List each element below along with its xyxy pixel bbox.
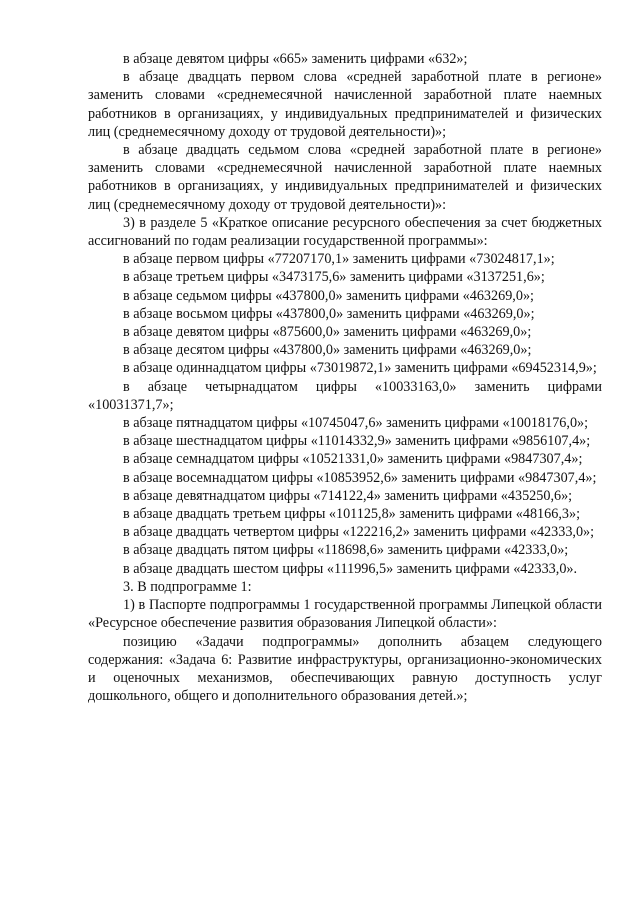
paragraph-section-5: 3) в разделе 5 «Краткое описание ресурсного обеспечения за счет бюджетных ассигнований по годам реализации государственной программы»: <box>88 214 602 250</box>
paragraph-item: в абзаце третьем цифры «3473175,6» заменить цифрами «3137251,6»; <box>123 269 545 286</box>
paragraph-item: в абзаце двадцать пятом цифры «118698,6» заменить цифрами «42333,0»; <box>123 542 569 559</box>
paragraph-item: в абзаце десятом цифры «437800,0» заменить цифрами «463269,0»; <box>123 342 532 359</box>
paragraph-subprogram-heading: 3. В подпрограмме 1: <box>123 578 252 595</box>
paragraph-item: в абзаце шестнадцатом цифры «11014332,9» заменить цифрами «9856107,4»; <box>123 433 591 450</box>
paragraph-item: в абзаце двадцать третьем цифры «101125,8» заменить цифрами «48166,3»; <box>123 506 581 523</box>
paragraph-item: в абзаце восьмом цифры «437800,0» заменить цифрами «463269,0»; <box>123 305 535 322</box>
paragraph-abzac-9: в абзаце девятом цифры «665» заменить цифрами «632»; <box>123 51 468 67</box>
document-page <box>88 50 602 705</box>
paragraph-item: в абзаце двадцать шестом цифры «111996,5» заменить цифрами «42333,0». <box>123 560 578 577</box>
paragraph-abzac-27: в абзаце двадцать седьмом слова «средней заработной плате в регионе» заменить словами «среднемесячной начисленной заработной плате наемных работников в организациях, у индивидуальных предпринимателей и физических лиц (среднемесячному доходу от трудовой деятельности)»: <box>88 142 602 213</box>
paragraph-item: в абзаце семнадцатом цифры «10521331,0» заменить цифрами «9847307,4»; <box>123 451 583 468</box>
paragraph-passport: 1) в Паспорте подпрограммы 1 государственной программы Липецкой области «Ресурсное обеспечение развития образования Липецкой области»: <box>88 597 602 632</box>
paragraph-item: в абзаце двадцать четвертом цифры «122216,2» заменить цифрами «42333,0»; <box>123 524 595 541</box>
paragraph-item: в абзаце первом цифры «77207170,1» заменить цифрами «73024817,1»; <box>123 251 555 268</box>
paragraph-item: в абзаце седьмом цифры «437800,0» заменить цифрами «463269,0»; <box>123 287 534 304</box>
paragraph-item: в абзаце одиннадцатом цифры «73019872,1» заменить цифрами «69452314,9»; <box>123 360 597 377</box>
paragraph-tasks: позицию «Задачи подпрограммы» дополнить абзацем следующего содержания: «Задача 6: Развитие инфраструктуры, организационно-экономических и оценочных механизмов, обеспечивающих равную доступность услуг дошкольного, общего и дополнительного образования детей.»; <box>88 633 602 705</box>
paragraph-item: в абзаце четырнадцатом цифры «10033163,0» заменить цифрами «10031371,7»; <box>88 378 602 413</box>
paragraph-item: в абзаце девятом цифры «875600,0» заменить цифрами «463269,0»; <box>123 324 532 341</box>
paragraph-item: в абзаце восемнадцатом цифры «10853952,6» заменить цифрами «9847307,4»; <box>123 469 597 486</box>
paragraph-item: в абзаце пятнадцатом цифры «10745047,6» заменить цифрами «10018176,0»; <box>123 415 589 432</box>
paragraph-item: в абзаце девятнадцатом цифры «714122,4» заменить цифрами «435250,6»; <box>123 487 573 504</box>
paragraph-abzac-21: в абзаце двадцать первом слова «средней заработной плате в регионе» заменить словами «среднемесячной начисленной заработной плате наемных работников в организациях, у индивидуальных предпринимателей и физических лиц (среднемесячному доходу от трудовой деятельности)»; <box>88 69 602 140</box>
